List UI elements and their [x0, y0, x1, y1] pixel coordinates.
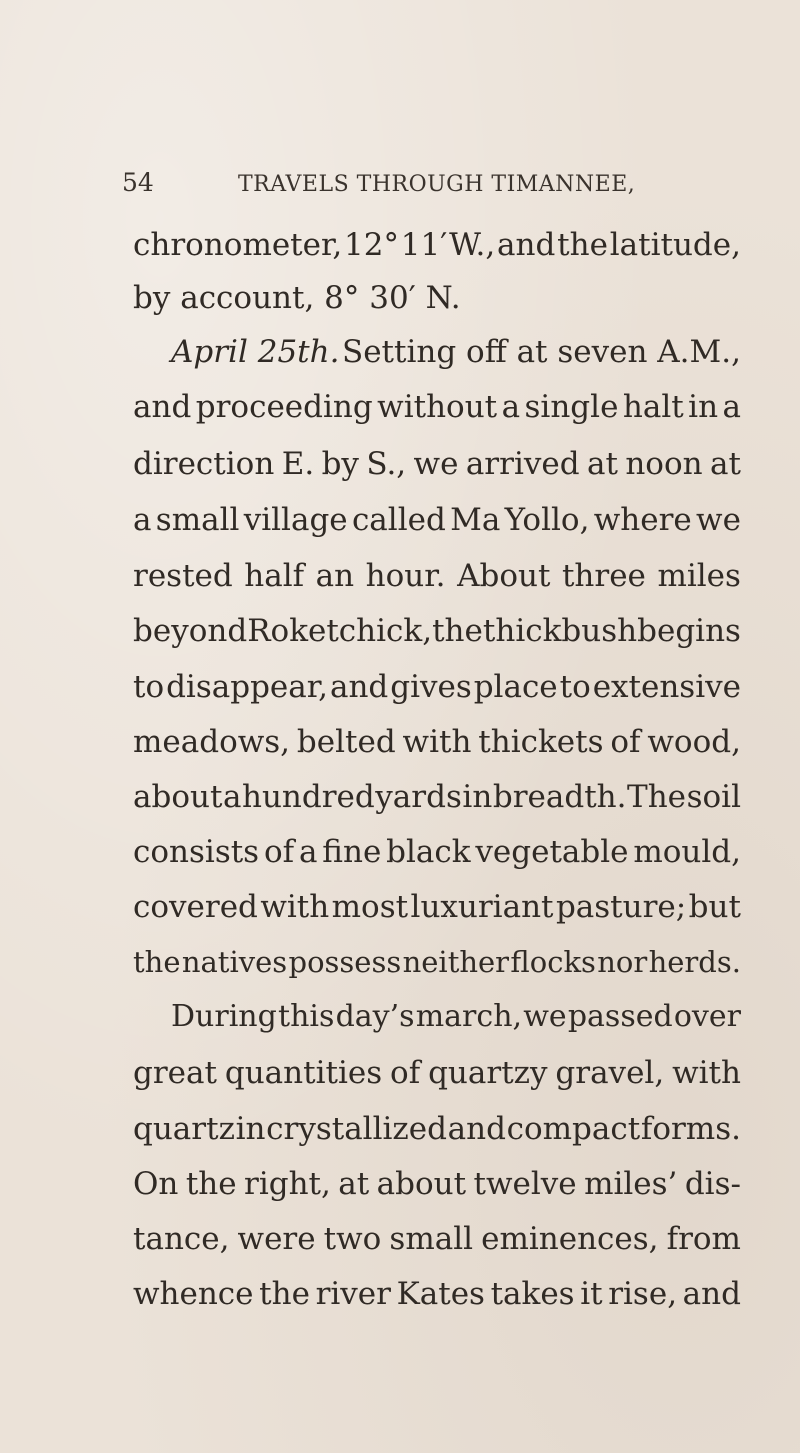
text-line-19: tance, were two small eminences, from — [133, 1221, 741, 1257]
text-line-11: about a hundred yards in breadth. The soil — [133, 779, 741, 815]
text-line-4: and proceeding without a single halt in a — [133, 389, 741, 425]
page-header — [122, 163, 742, 203]
text-line-3 — [171, 322, 741, 382]
text-line-10: meadows, belted with thickets of wood, — [133, 724, 741, 760]
text-line-1: chronometer, 12° 11′ W., and the latitude, — [133, 227, 741, 263]
text-line-6: a small village called Ma Yollo, where we — [133, 502, 741, 538]
page-number: 54 — [122, 168, 154, 197]
running-title: TRAVELS THROUGH TIMANNEE, — [238, 172, 636, 197]
text-line-17: quartz in crystallized and compact forms. — [133, 1111, 741, 1147]
text-line-12: consists of a fine black vegetable mould, — [133, 834, 741, 870]
text-line-18: On the right, at about twelve miles’ dis- — [133, 1166, 741, 1202]
text-line-3-rest: Setting off at seven A.M., — [341, 334, 741, 370]
text-line-7: rested half an hour. About three miles — [133, 558, 741, 594]
text-line-20: whence the river Kates takes it rise, and — [133, 1276, 741, 1312]
text-line-16: great quantities of quartzy gravel, with — [133, 1055, 741, 1091]
text-line-13: covered with most luxuriant pasture; but — [133, 889, 741, 925]
date-heading: April 25th. — [171, 334, 340, 370]
text-line-9: to disappear, and gives place to extensive — [133, 669, 741, 705]
text-line-15: During this day’s march, we passed over — [171, 999, 741, 1034]
text-line-2: by account, 8° 30′ N. — [133, 280, 461, 316]
text-line-8: beyond Roketchick, the thick bush begins — [133, 613, 741, 649]
text-line-14: the natives possess neither flocks nor herds. — [133, 945, 741, 979]
text-line-5: direction E. by S., we arrived at noon at — [133, 446, 741, 482]
